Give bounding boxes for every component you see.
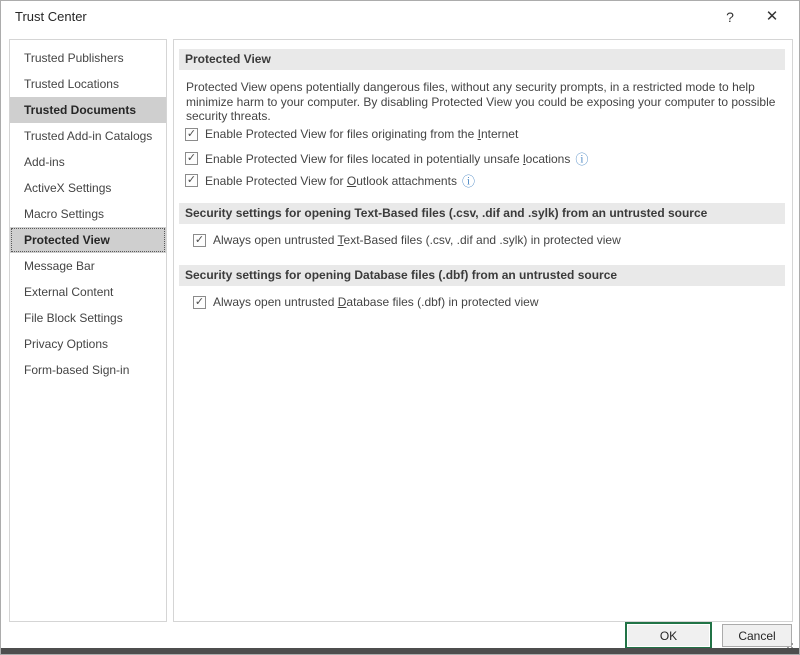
checkbox[interactable]: ✓ xyxy=(186,152,197,164)
checkbox-row-pv-outlook-attachments[interactable] xyxy=(185,171,475,190)
close-icon[interactable]: ✕ xyxy=(765,8,779,25)
sidebar-item-activex-settings[interactable]: ActiveX Settings xyxy=(24,181,112,195)
checkbox-label: Always open untrusted Database files (.dbf) in protected view xyxy=(213,295,539,309)
content-panel xyxy=(173,39,793,622)
info-icon[interactable]: ⓘ xyxy=(575,152,589,167)
checkbox-row-pv-internet[interactable] xyxy=(185,127,518,141)
sidebar-item-macro-settings[interactable]: Macro Settings xyxy=(24,207,105,221)
checkbox[interactable]: ✓ xyxy=(194,233,205,246)
sidebar-item-trusted-locations[interactable]: Trusted Locations xyxy=(24,77,119,91)
checkbox-row-text-based-files[interactable] xyxy=(193,233,621,247)
checkbox-row-pv-unsafe-locations[interactable] xyxy=(185,149,588,168)
sidebar xyxy=(9,39,167,622)
checkbox[interactable]: ✓ xyxy=(186,127,197,140)
sidebar-item-external-content[interactable]: External Content xyxy=(24,285,114,299)
section-header-database-files: Security settings for opening Database files (.dbf) from an untrusted source xyxy=(179,265,785,286)
section-header-protected-view: Protected View xyxy=(179,49,785,70)
checkbox-row-database-files[interactable] xyxy=(193,295,539,309)
protected-view-description: Protected View opens potentially dangerous files, without any security prompts, in a restricted mode to help minimize harm to your computer. By disabling Protected View you could be exposing your computer to possible security threats. xyxy=(186,80,776,124)
title-bar xyxy=(1,1,799,33)
sidebar-item-message-bar[interactable]: Message Bar xyxy=(24,259,95,273)
section-header-text-based-files: Security settings for opening Text-Based files (.csv, .dif and .sylk) from an untrusted source xyxy=(179,203,785,224)
sidebar-item-add-ins[interactable]: Add-ins xyxy=(24,155,65,169)
dialog-title: Trust Center xyxy=(15,9,87,24)
checkbox-label: Always open untrusted Text-Based files (.csv, .dif and .sylk) in protected view xyxy=(213,233,621,247)
checkbox[interactable]: ✓ xyxy=(194,295,205,308)
sidebar-item-trusted-publishers[interactable]: Trusted Publishers xyxy=(24,51,124,65)
help-icon[interactable]: ? xyxy=(726,9,734,25)
sidebar-item-protected-view[interactable]: Protected View xyxy=(10,227,166,253)
checkbox-label: Enable Protected View for files originating from the Internet xyxy=(205,127,519,141)
sidebar-item-form-based-sign-in[interactable]: Form-based Sign-in xyxy=(24,363,130,377)
info-icon[interactable]: ⓘ xyxy=(461,174,475,189)
checkbox-label: Enable Protected View for Outlook attachments xyxy=(205,173,457,188)
sidebar-item-privacy-options[interactable]: Privacy Options xyxy=(24,337,109,351)
cancel-button[interactable]: Cancel xyxy=(722,624,792,647)
resize-grip[interactable] xyxy=(783,643,785,645)
checkbox-label: Enable Protected View for files located in potentially unsafe locations xyxy=(205,151,571,166)
sidebar-item-trusted-add-in-catalogs[interactable]: Trusted Add-in Catalogs xyxy=(24,129,153,143)
window-bottom-edge xyxy=(1,648,799,654)
ok-button[interactable]: OK xyxy=(625,622,712,649)
checkbox[interactable]: ✓ xyxy=(186,174,197,186)
sidebar-item-trusted-documents[interactable]: Trusted Documents xyxy=(10,97,166,123)
sidebar-item-file-block-settings[interactable]: File Block Settings xyxy=(24,311,123,325)
